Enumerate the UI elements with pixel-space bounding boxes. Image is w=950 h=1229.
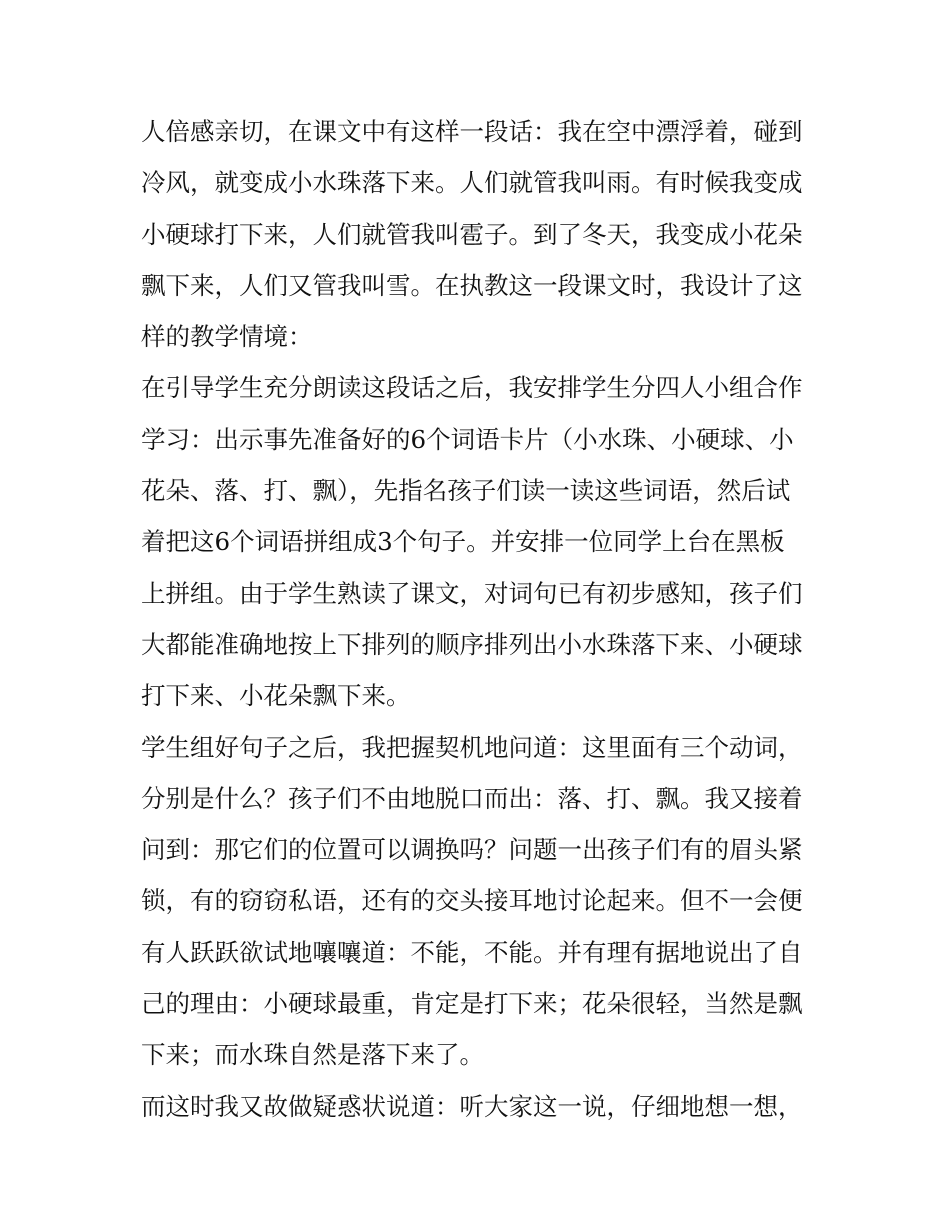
- text-line: 分别是什么？孩子们不由地脱口而出：落、打、飘。我又接着: [141, 783, 803, 813]
- text-line: 在引导学生充分朗读这段话之后，我安排学生分四人小组合作: [141, 373, 803, 403]
- text-line: 而这时我又故做疑惑状说道：听大家这一说，仔细地想一想，: [141, 1091, 803, 1121]
- text-line: 问到：那它们的位置可以调换吗？问题一出孩子们有的眉头紧: [141, 835, 803, 865]
- text-line: 上拼组。由于学生熟读了课文，对词句已有初步感知，孩子们: [141, 578, 803, 608]
- body-text: [141, 106, 813, 1132]
- text-line: 打下来、小花朵飘下来。: [141, 681, 411, 711]
- text-line: 大都能准确地按上下排列的顺序排列出小水珠落下来、小硬球: [141, 629, 803, 659]
- text-line: 飘下来，人们又管我叫雪。在执教这一段课文时，我设计了这: [141, 270, 803, 300]
- text-line: 下来；而水珠自然是落下来了。: [141, 1040, 484, 1070]
- text-line: 小硬球打下来，人们就管我叫雹子。到了冬天，我变成小花朵: [141, 219, 803, 249]
- text-line: 己的理由：小硬球最重，肯定是打下来；花朵很轻，当然是飘: [141, 989, 803, 1019]
- text-line: 冷风，就变成小水珠落下来。人们就管我叫雨。有时候我变成: [141, 168, 803, 198]
- text-line: 学习：出示事先准备好的6个词语卡片（小水珠、小硬球、小: [141, 424, 794, 454]
- text-line: 人倍感亲切，在课文中有这样一段话：我在空中漂浮着，碰到: [141, 117, 803, 146]
- text-line: 着把这6个词语拼组成3个句子。并安排一位同学上台在黑板: [141, 527, 785, 557]
- text-line: 有人跃跃欲试地嚷嚷道：不能，不能。并有理有据地说出了自: [141, 937, 803, 967]
- text-line: 花朵、落、打、飘），先指名孩子们读一读这些词语，然后试: [141, 476, 791, 506]
- text-line: 学生组好句子之后，我把握契机地问道：这里面有三个动词，: [141, 732, 803, 762]
- text-line: 锁，有的窃窃私语，还有的交头接耳地讨论起来。但不一会便: [141, 886, 803, 916]
- text-line: 样的教学情境：: [141, 322, 313, 352]
